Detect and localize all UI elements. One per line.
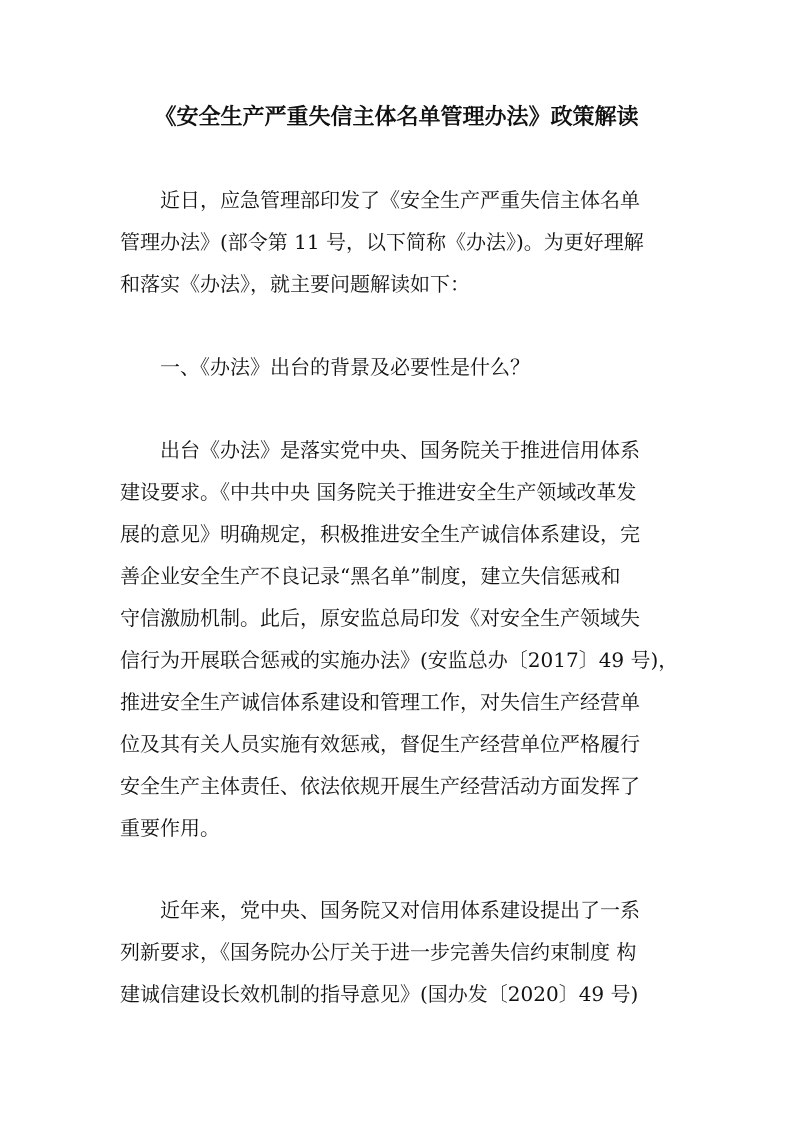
- paragraph-line: 建设要求。《中共中央 国务院关于推进安全生产领域改革发: [120, 480, 637, 504]
- paragraph-line: 重要作用。: [120, 816, 220, 840]
- paragraph-line: 建诚信建设长效机制的指导意见》(国办发〔2020〕49 号): [120, 982, 639, 1006]
- page-title: 《安全生产严重失信主体名单管理办法》政策解读: [154, 105, 639, 130]
- paragraph-line: 出台《办法》是落实党中央、国务院关于推进信用体系: [160, 438, 640, 462]
- paragraph-line: 善企业安全生产不良记录“黑名单”制度，建立失信惩戒和: [120, 564, 621, 588]
- paragraph-line: 列新要求，《国务院办公厅关于进一步完善失信约束制度 构: [120, 940, 637, 964]
- paragraph-line: 近日，应急管理部印发了《安全生产严重失信主体名单: [160, 188, 640, 212]
- paragraph-line: 安全生产主体责任、依法依规开展生产经营活动方面发挥了: [120, 774, 640, 798]
- paragraph-line: 位及其有关人员实施有效惩戒，督促生产经营单位严格履行: [120, 732, 640, 756]
- paragraph-line: 推进安全生产诚信体系建设和管理工作，对失信生产经营单: [120, 690, 640, 714]
- paragraph-line: 信行为开展联合惩戒的实施办法》(安监总办〔2017〕49 号)，: [120, 648, 679, 672]
- paragraph-line: 近年来，党中央、国务院又对信用体系建设提出了一系: [160, 898, 640, 922]
- paragraph-line: 守信激励机制。此后，原安监总局印发《对安全生产领域失: [120, 606, 640, 630]
- paragraph-line: 管理办法》(部令第 11 号，以下简称《办法》)。为更好理解: [120, 230, 644, 254]
- paragraph-line: 展的意见》明确规定，积极推进安全生产诚信体系建设，完: [120, 522, 640, 546]
- paragraph-line: 和落实《办法》，就主要问题解读如下：: [120, 272, 470, 296]
- section-heading: 一、《办法》出台的背景及必要性是什么？: [160, 355, 530, 379]
